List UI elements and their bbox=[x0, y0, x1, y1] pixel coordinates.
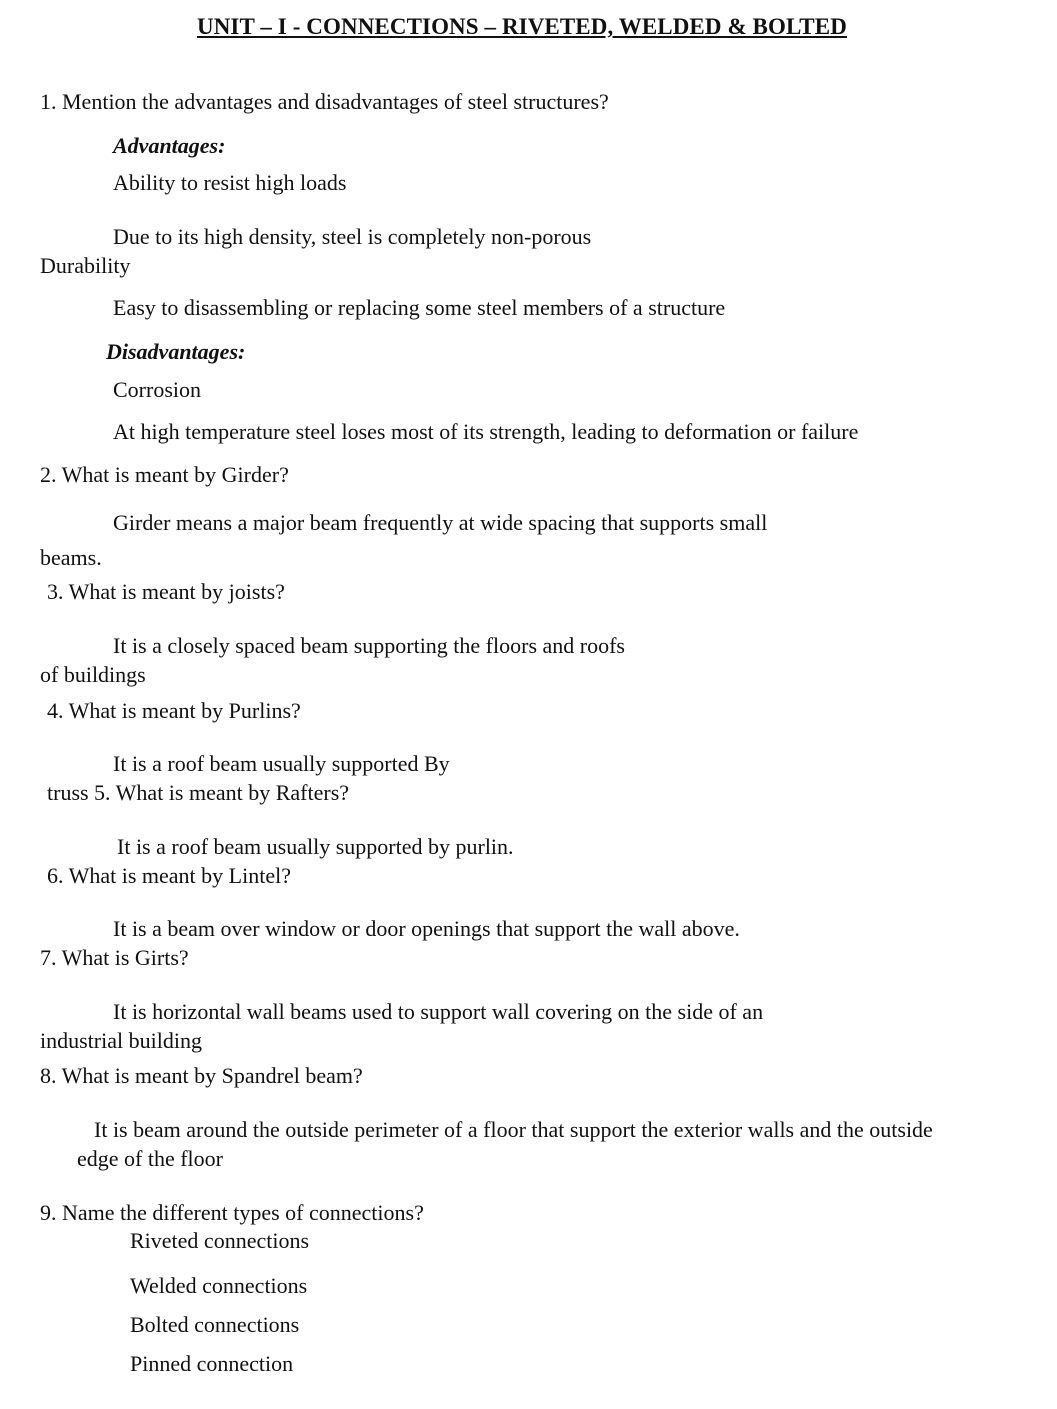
disadvantage-item: At high temperature steel loses most of its strength, leading to deformation or failure bbox=[113, 419, 859, 444]
connection-item: Riveted connections bbox=[130, 1228, 310, 1253]
advantage-item: Durability bbox=[40, 253, 131, 278]
answer-8: edge of the floor bbox=[77, 1146, 223, 1171]
question-8: 8. What is meant by Spandrel beam? bbox=[40, 1063, 363, 1088]
disadvantage-item: Corrosion bbox=[113, 377, 201, 402]
answer-4: It is a roof beam usually supported By bbox=[113, 751, 450, 776]
answer-3: It is a closely spaced beam supporting the floors and roofs bbox=[113, 633, 625, 658]
connection-item: Welded connections bbox=[130, 1273, 308, 1298]
question-6: 6. What is meant by Lintel? bbox=[47, 863, 291, 888]
answer-7: industrial building bbox=[40, 1028, 202, 1053]
answer-5: It is a roof beam usually supported by purlin. bbox=[117, 834, 514, 859]
question-5: truss 5. What is meant by Rafters? bbox=[47, 780, 350, 805]
answer-3: of buildings bbox=[40, 662, 146, 687]
answer-7: It is horizontal wall beams used to support wall covering on the side of an bbox=[113, 999, 764, 1024]
question-7: 7. What is Girts? bbox=[40, 945, 189, 970]
answer-8: It is beam around the outside perimeter of a floor that support the exterior walls and the outside bbox=[94, 1117, 933, 1142]
connection-item: Bolted connections bbox=[130, 1312, 300, 1337]
answer-2: beams. bbox=[40, 545, 102, 570]
advantage-item: Ability to resist high loads bbox=[113, 170, 347, 195]
answer-2: Girder means a major beam frequently at wide spacing that supports small bbox=[113, 510, 768, 535]
question-9: 9. Name the different types of connections? bbox=[40, 1200, 424, 1225]
advantage-item: Easy to disassembling or replacing some steel members of a structure bbox=[113, 295, 726, 320]
answer-6: It is a beam over window or door openings that support the wall above. bbox=[113, 916, 740, 941]
disadvantages-heading: Disadvantages: bbox=[106, 339, 246, 364]
advantage-item: Due to its high density, steel is completely non-porous bbox=[113, 224, 592, 249]
advantages-heading: Advantages: bbox=[113, 133, 226, 158]
page-title: UNIT – I - CONNECTIONS – RIVETED, WELDED & BOLTED bbox=[197, 14, 847, 39]
question-3: 3. What is meant by joists? bbox=[47, 579, 285, 604]
connection-item: Pinned connection bbox=[130, 1351, 294, 1376]
question-1: 1. Mention the advantages and disadvantages of steel structures? bbox=[40, 89, 609, 114]
question-2: 2. What is meant by Girder? bbox=[40, 462, 289, 487]
question-4: 4. What is meant by Purlins? bbox=[47, 698, 301, 723]
